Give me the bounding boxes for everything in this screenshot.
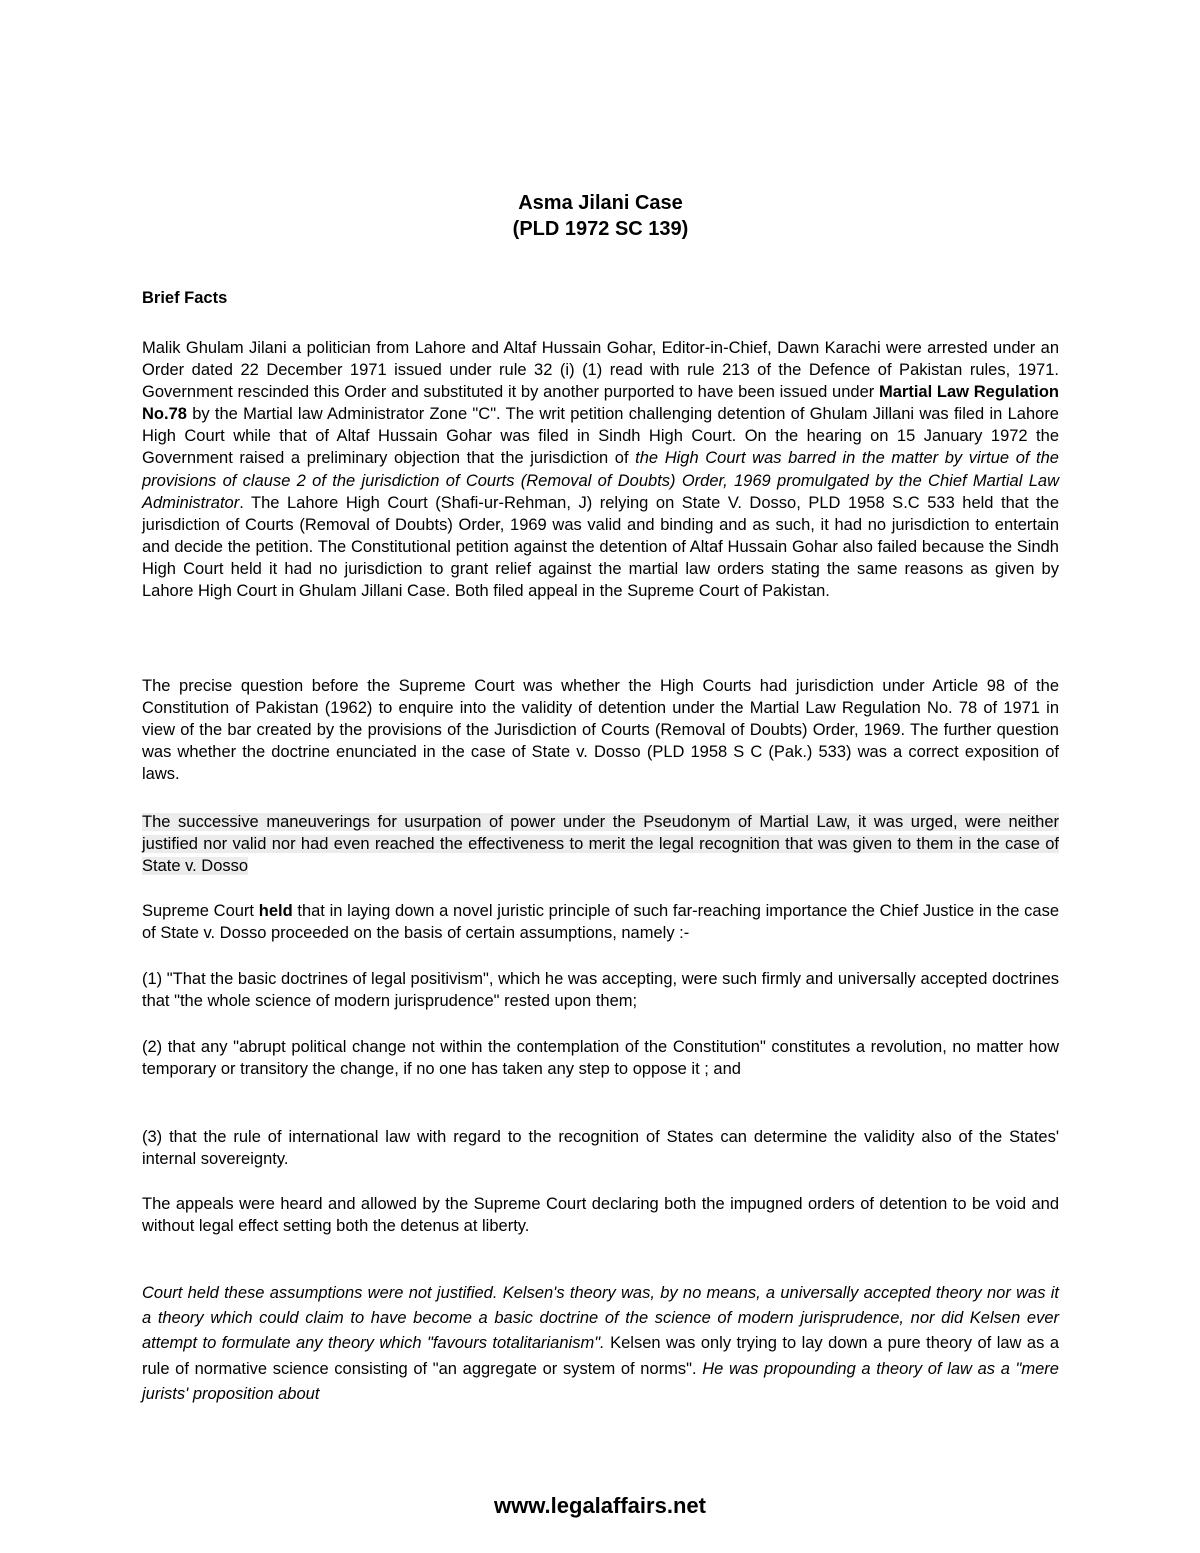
kelsen-italic-text: Court held these assumptions were not justified. Kelsen's theory was, by no means, a universally accepted theory nor was it a theory which could claim to have become a basic doctrine of the science of modern jurisprudence, nor did Kelsen ever attempt to formulate any theory which "favours totalitarianism". [142, 1284, 1059, 1353]
paragraph-usurpation [142, 811, 1059, 877]
paragraph-text: Supreme Court [142, 902, 259, 920]
kelsen-italic-text: He was propounding a theory of law as a "mere jurists' proposition about [142, 1359, 1059, 1403]
paragraph-kelsen [142, 1281, 1059, 1407]
paragraph-text: . The Lahore High Court (Shafi-ur-Rehman, J) relying on State V. Dosso, PLD 1958 S.C 533 held that the jurisdiction of Courts (Removal of Doubts) Order, 1969 was valid and binding and as such, it had no jurisdiction to entertain and decide the petition. The Constitutional petition against the detention of Altaf Hussain Gohar also failed because the Sindh High Court held it had no jurisdiction to grant relief against the martial law orders stating the same reasons as given by Lahore High Court in Ghulam Jillani Case. Both filed appeal in the Supreme Court of Pakistan. [142, 493, 1059, 601]
paragraph-question: The precise question before the Supreme Court was whether the High Courts had jurisdiction under Article 98 of the Constitution of Pakistan (1962) to enquire into the validity of detention under the Martial Law Regulation No. 78 of 1971 in view of the bar created by the provisions of the Jurisdiction of Courts (Removal of Doubts) Order, 1969. The further question was whether the doctrine enunciated in the case of State v. Dosso (PLD 1958 S C (Pak.) 533) was a correct exposition of laws. [142, 677, 1059, 784]
section-heading: Brief Facts [142, 289, 228, 307]
paragraph-text: Malik Ghulam Jilani a politician from Lahore and Altaf Hussain Gohar, Editor-in-Chief, Dawn Karachi were arrested under an Order dated 22 December 1971 issued under rule 32 (i) (1) read with rule 213 of the Defence of Pakistan rules, 1971. Government rescinded this Order and substituted it by another purported to have been issued under [142, 339, 1059, 402]
paragraph-facts [142, 337, 1059, 602]
document-title [142, 190, 1059, 242]
paragraph-text: Kelsen was only trying to lay down a pure theory of law as a rule of normative science consisting of "an aggregate or system of norms". [142, 1334, 1059, 1378]
paragraph-text: by the Martial law Administrator Zone "C". The writ petition challenging detention of Ghulam Jillani was filed in Lahore High Court while that of Altaf Hussain Gohar was filed in Sindh High Court. On the hearing on 15 January 1972 the Government raised a preliminary objection that the jurisdiction of [142, 405, 1059, 468]
title-citation: (PLD 1972 SC 139) [512, 218, 689, 240]
highlighted-text: The successive maneuverings for usurpation of power under the Pseudonym of Martial Law, it was urged, were neither justified nor valid nor had even reached the effectiveness to merit the legal recognition that was given to them in the case of State v. Dosso [142, 813, 1059, 876]
assumption-2: (2) that any "abrupt political change not within the contemplation of the Constitution" constitutes a revolution, no matter how temporary or transitory the change, if no one has taken any step to oppose it ; and [142, 1038, 1059, 1079]
held-keyword: held [258, 902, 293, 920]
assumption-3: (3) that the rule of international law with regard to the recognition of States can determine the validity also of the States' internal sovereignty. [142, 1128, 1059, 1169]
paragraph-outcome: The appeals were heard and allowed by the Supreme Court declaring both the impugned orders of detention to be void and without legal effect setting both the detenus at liberty. [142, 1195, 1059, 1236]
regulation-name: Martial Law Regulation No.78 [142, 383, 1059, 424]
title-case-name: Asma Jilani Case [518, 192, 683, 214]
footer-website: www.legalaffairs.net [494, 1493, 706, 1518]
paragraph-text: that in laying down a novel juristic principle of such far-reaching importance the Chief Justice in the case of State v. Dosso proceeded on the basis of certain assumptions, namely :- [142, 902, 1059, 943]
paragraph-held [142, 900, 1059, 944]
objection-text: the High Court was barred in the matter by virtue of the provisions of clause 2 of the jurisdiction of Courts (Removal of Doubts) Order, 1969 promulgated by the Chief Martial Law Administrator [142, 449, 1059, 512]
assumption-1: (1) "That the basic doctrines of legal positivism", which he was accepting, were such firmly and universally accepted doctrines that "the whole science of modern jurisprudence" rested upon them; [142, 970, 1059, 1011]
